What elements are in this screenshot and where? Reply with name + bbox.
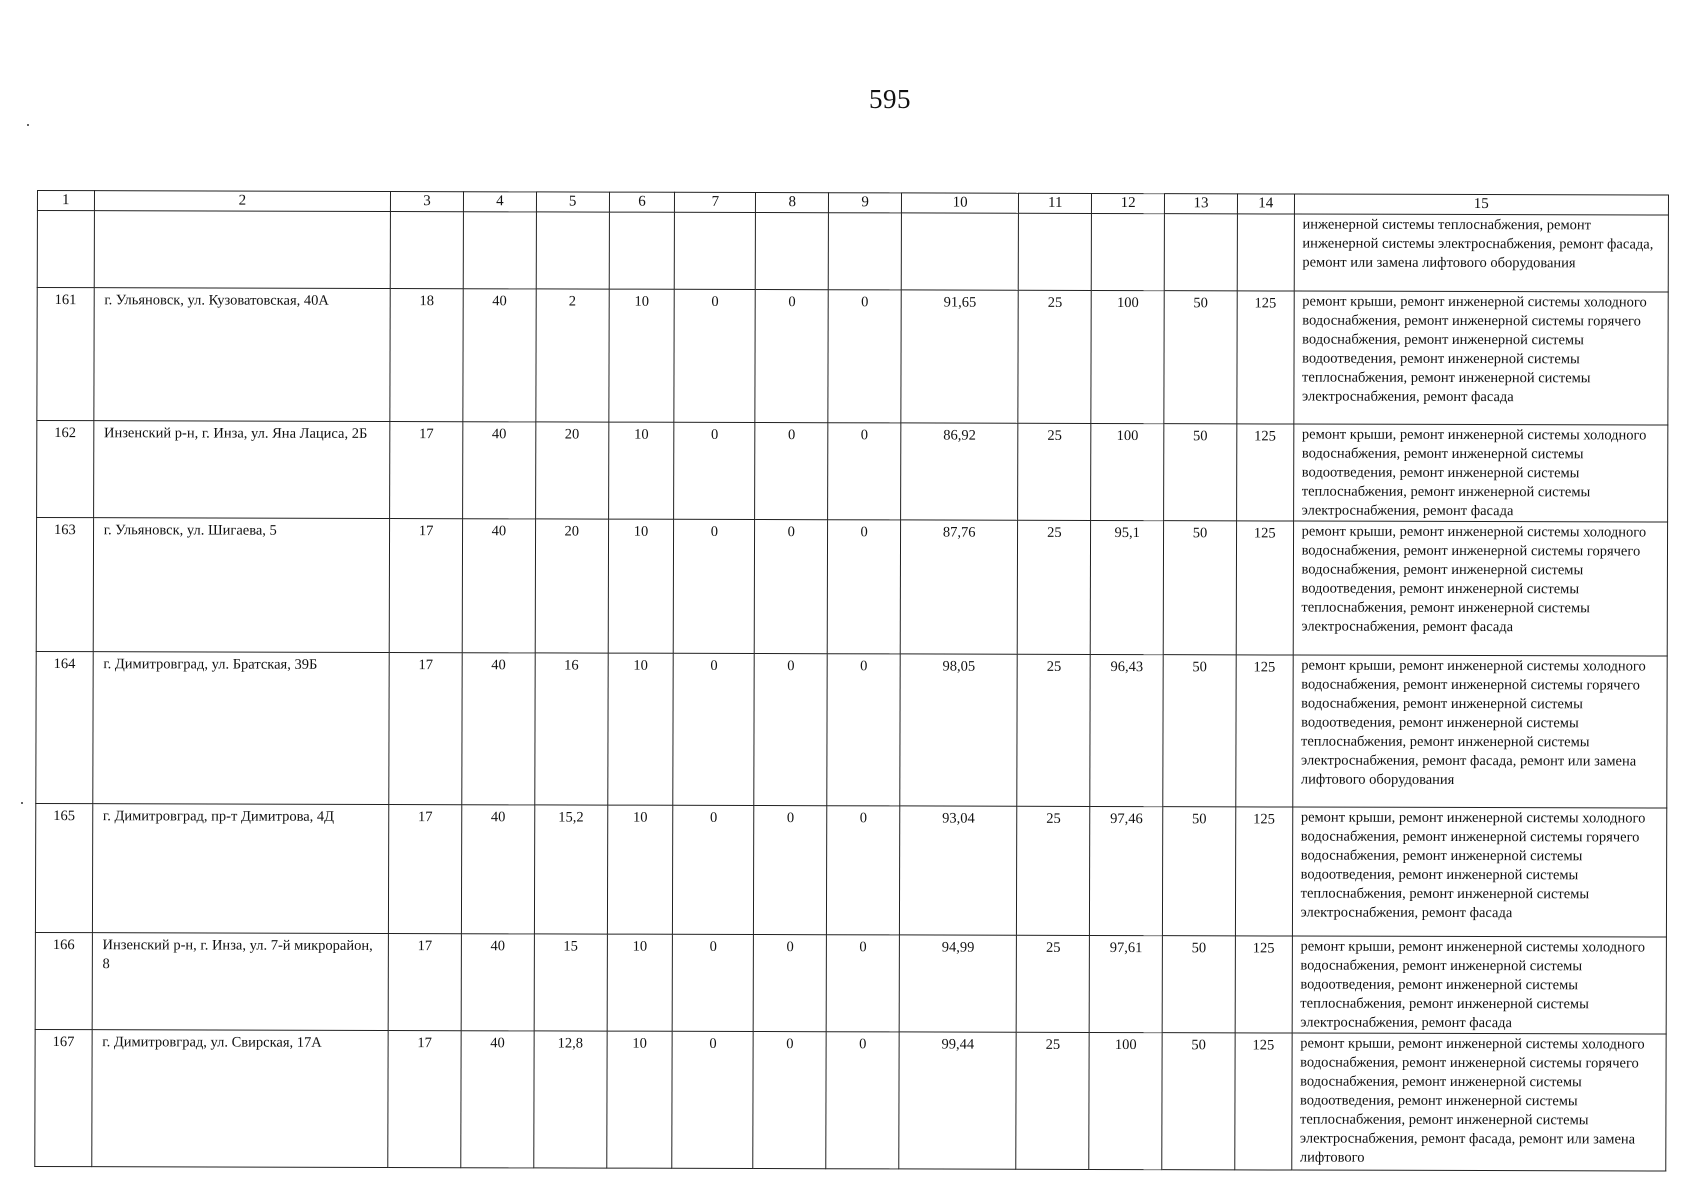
works-cell: ремонт крыши, ремонт инженерной системы холодного водоснабжения, ремонт инженерной системы горячего водоснабжения, ремонт инженерной системы водоотведения, ремонт инженерной системы теплоснабжения, ремонт инженерной системы электроснабжения, ремонт фасада <box>1293 521 1668 656</box>
value-cell: 25 <box>1017 654 1090 806</box>
value-cell: 125 <box>1236 521 1293 655</box>
address-cell: г. Димитровград, пр-т Димитрова, 4Д <box>92 804 389 934</box>
column-header: 9 <box>829 193 902 213</box>
value-cell: 93,04 <box>899 806 1017 935</box>
table-row <box>37 421 1668 523</box>
row-number-cell: 167 <box>35 1029 92 1166</box>
value-cell: 10 <box>607 934 673 1031</box>
address-cell: Инзенский р-н, г. Инза, ул. Яна Лациса, 2Б <box>93 421 390 519</box>
scan-speck <box>27 124 29 126</box>
value-cell: 10 <box>608 519 674 653</box>
table-row <box>36 651 1667 808</box>
value-cell: 10 <box>608 422 674 519</box>
value-cell: 17 <box>389 518 462 652</box>
value-cell: 50 <box>1163 655 1236 807</box>
value-cell: 50 <box>1164 424 1237 521</box>
value-cell: 0 <box>673 805 754 934</box>
value-cell: 0 <box>753 1032 826 1169</box>
value-cell: 40 <box>461 1031 534 1168</box>
value-cell: 0 <box>828 423 901 520</box>
value-cell: 125 <box>1236 655 1293 807</box>
value-cell: 100 <box>1091 423 1164 520</box>
table-row <box>37 288 1668 426</box>
address-cell: Инзенский р-н, г. Инза, ул. 7-й микрорайон, 8 <box>92 933 389 1031</box>
value-cell: 96,43 <box>1090 654 1163 806</box>
value-cell: 97,61 <box>1089 935 1162 1032</box>
value-cell: 10 <box>607 805 673 934</box>
table-cell <box>390 211 463 288</box>
table-row <box>35 1029 1666 1171</box>
value-cell: 98,05 <box>900 654 1018 806</box>
value-cell: 17 <box>389 652 462 804</box>
table-cell <box>536 212 609 289</box>
table-cell <box>675 212 756 289</box>
value-cell: 0 <box>754 654 827 806</box>
column-header: 5 <box>536 192 609 212</box>
column-header: 3 <box>391 191 464 211</box>
value-cell: 125 <box>1235 936 1292 1033</box>
value-cell: 40 <box>461 934 534 1031</box>
value-cell: 40 <box>462 653 535 805</box>
value-cell: 40 <box>462 519 535 653</box>
value-cell: 40 <box>463 422 536 519</box>
column-header: 10 <box>901 193 1018 213</box>
row-number-cell: 164 <box>36 651 93 803</box>
value-cell: 0 <box>673 653 754 805</box>
value-cell: 125 <box>1235 807 1292 936</box>
table-row <box>36 518 1667 657</box>
value-cell: 16 <box>535 653 608 805</box>
value-cell: 0 <box>674 519 755 653</box>
value-cell: 25 <box>1017 935 1090 1032</box>
column-header: 2 <box>94 191 391 212</box>
value-cell: 100 <box>1091 290 1164 423</box>
value-cell: 0 <box>827 520 900 654</box>
value-cell: 50 <box>1163 807 1236 936</box>
address-cell: г. Димитровград, ул. Братская, 39Б <box>92 652 389 805</box>
value-cell: 25 <box>1016 1032 1089 1169</box>
column-header: 12 <box>1092 193 1165 213</box>
value-cell: 25 <box>1018 520 1091 654</box>
value-cell: 125 <box>1237 291 1294 424</box>
column-header: 8 <box>756 193 829 213</box>
table-row <box>35 803 1666 937</box>
works-cell: ремонт крыши, ремонт инженерной системы холодного водоснабжения, ремонт инженерной системы водоотведения, ремонт инженерной системы теплоснабжения, ремонт инженерной системы электроснабжения, ремонт фасада <box>1292 936 1667 1034</box>
column-header: 15 <box>1294 194 1668 215</box>
page-number: 595 <box>869 84 911 114</box>
value-cell: 50 <box>1162 936 1235 1033</box>
value-cell: 50 <box>1163 521 1236 655</box>
value-cell: 125 <box>1237 424 1294 521</box>
value-cell: 0 <box>672 1031 753 1168</box>
value-cell: 0 <box>673 934 754 1031</box>
value-cell: 2 <box>536 289 609 422</box>
row-number-cell: 166 <box>35 932 92 1029</box>
column-header: 13 <box>1165 194 1238 214</box>
value-cell: 20 <box>535 422 608 519</box>
value-cell: 91,65 <box>901 290 1019 423</box>
address-cell: г. Димитровград, ул. Свирская, 17А <box>91 1030 388 1168</box>
table-cell <box>1091 213 1164 290</box>
value-cell: 0 <box>674 289 755 422</box>
column-header: 7 <box>675 192 756 212</box>
value-cell: 25 <box>1018 423 1091 520</box>
works-cell: инженерной системы теплоснабжения, ремонт инженерной системы электроснабжения, ремонт фасада, ремонт или замена лифтового оборудования <box>1294 214 1669 292</box>
table-cell <box>609 212 675 289</box>
table-cell <box>828 213 901 290</box>
table-cell <box>1019 213 1092 290</box>
value-cell: 17 <box>388 1030 461 1167</box>
works-cell: ремонт крыши, ремонт инженерной системы холодного водоснабжения, ремонт инженерной системы водоотведения, ремонт инженерной системы теплоснабжения, ремонт инженерной системы электроснабжения, ремонт фасада <box>1293 424 1668 522</box>
value-cell: 20 <box>535 519 608 653</box>
value-cell: 10 <box>606 1031 672 1168</box>
value-cell: 40 <box>461 805 534 934</box>
value-cell: 25 <box>1017 806 1090 935</box>
value-cell: 50 <box>1162 1033 1235 1170</box>
value-cell: 0 <box>755 520 828 654</box>
value-cell: 50 <box>1164 291 1237 424</box>
value-cell: 0 <box>674 422 755 519</box>
row-number-cell: 161 <box>37 288 94 421</box>
table-cell <box>1237 214 1294 291</box>
value-cell: 0 <box>754 806 827 935</box>
works-cell: ремонт крыши, ремонт инженерной системы холодного водоснабжения, ремонт инженерной системы горячего водоснабжения, ремонт инженерной системы водоотведения, ремонт инженерной системы теплоснабжения, ремонт инженерной системы электроснабжения, ремонт фасада <box>1292 807 1667 937</box>
value-cell: 0 <box>826 935 899 1032</box>
value-cell: 0 <box>753 935 826 1032</box>
works-cell: ремонт крыши, ремонт инженерной системы холодного водоснабжения, ремонт инженерной системы горячего водоснабжения, ремонт инженерной системы водоотведения, ремонт инженерной системы теплоснабжения, ремонт инженерной системы электроснабжения, ремонт фасада, ремонт или замена лифтового <box>1291 1033 1666 1171</box>
value-cell: 87,76 <box>900 520 1018 654</box>
value-cell: 100 <box>1089 1032 1162 1169</box>
value-cell: 15 <box>534 934 607 1031</box>
address-cell: г. Ульяновск, ул. Кузоватовская, 40А <box>94 288 391 422</box>
value-cell: 40 <box>463 289 536 422</box>
value-cell: 0 <box>755 423 828 520</box>
value-cell: 0 <box>826 1032 899 1169</box>
value-cell: 18 <box>390 288 463 421</box>
value-cell: 17 <box>388 933 461 1030</box>
table-cell <box>37 211 94 288</box>
value-cell: 99,44 <box>899 1032 1017 1169</box>
value-cell: 0 <box>755 290 828 423</box>
value-cell: 0 <box>827 806 900 935</box>
register-table <box>34 190 1669 1172</box>
value-cell: 0 <box>828 290 901 423</box>
column-header: 4 <box>463 192 536 212</box>
value-cell: 125 <box>1235 1033 1292 1170</box>
row-number-cell: 165 <box>35 803 92 932</box>
table-cell <box>94 211 391 289</box>
row-number-cell: 163 <box>36 518 93 652</box>
scan-speck <box>21 802 23 804</box>
value-cell: 25 <box>1018 290 1091 423</box>
continuation-row <box>37 211 1668 293</box>
value-cell: 97,46 <box>1090 806 1163 935</box>
table-row <box>35 932 1666 1034</box>
table-cell <box>901 213 1019 290</box>
value-cell: 10 <box>608 289 674 422</box>
column-header: 11 <box>1019 193 1092 213</box>
value-cell: 17 <box>390 421 463 518</box>
table-cell <box>463 212 536 289</box>
value-cell: 94,99 <box>899 935 1017 1032</box>
value-cell: 15,2 <box>534 805 607 934</box>
table-cell <box>1164 214 1237 291</box>
column-header: 6 <box>609 192 675 212</box>
value-cell: 17 <box>389 804 462 933</box>
table-cell <box>756 213 829 290</box>
works-cell: ремонт крыши, ремонт инженерной системы холодного водоснабжения, ремонт инженерной системы горячего водоснабжения, ремонт инженерной системы водоотведения, ремонт инженерной системы теплоснабжения, ремонт инженерной системы электроснабжения, ремонт фасада, ремонт или замена лифтового оборудования <box>1292 655 1667 808</box>
value-cell: 95,1 <box>1090 520 1163 654</box>
address-cell: г. Ульяновск, ул. Шигаева, 5 <box>93 518 390 653</box>
value-cell: 86,92 <box>901 423 1019 520</box>
value-cell: 12,8 <box>534 1031 607 1168</box>
column-header: 1 <box>37 191 94 211</box>
row-number-cell: 162 <box>37 421 94 518</box>
value-cell: 0 <box>827 654 900 806</box>
works-cell: ремонт крыши, ремонт инженерной системы холодного водоснабжения, ремонт инженерной системы горячего водоснабжения, ремонт инженерной системы водоотведения, ремонт инженерной системы теплоснабжения, ремонт инженерной системы электроснабжения, ремонт фасада <box>1293 291 1668 425</box>
value-cell: 10 <box>607 653 673 805</box>
column-header: 14 <box>1237 194 1294 214</box>
